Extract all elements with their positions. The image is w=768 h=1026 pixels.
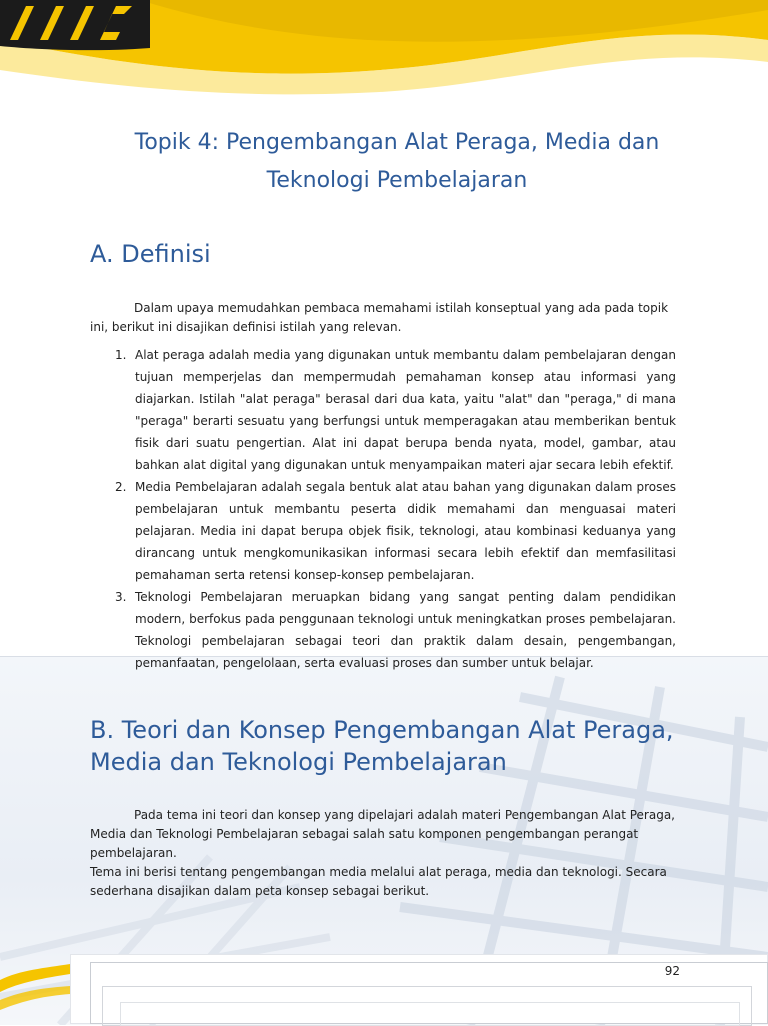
section-b-paragraph: [90, 806, 678, 901]
section-b-line1: Pada tema ini teori dan konsep yang dipelajari adalah materi Pengembangan Alat Peraga, Media dan Teknologi Pembelajaran sebagai salah satu komponen pengembangan perangat pembelajaran.: [90, 808, 675, 860]
header-banner: [0, 0, 768, 110]
footer-frame-inner-3: [120, 1002, 740, 1026]
section-a-intro: [90, 299, 678, 337]
corner-decoration: [0, 960, 70, 1024]
section-b-line2: Tema ini berisi tentang pengembangan media melalui alat peraga, media dan teknologi. Secara sederhana disajikan dalam peta konsep sebagai berikut.: [90, 865, 667, 898]
section-b-heading: B. Teori dan Konsep Pengembangan Alat Peraga, Media dan Teknologi Pembelajaran: [90, 716, 674, 776]
section-a-heading: A. Definisi: [90, 240, 211, 268]
topic-title: Topik 4: Pengembangan Alat Peraga, Media dan Teknologi Pembelajaran: [134, 130, 660, 193]
definition-list: [110, 344, 676, 674]
list-item-text: Media Pembelajaran adalah segala bentuk alat atau bahan yang digunakan dalam proses pembelajaran untuk membantu peserta didik memahami dan menguasai materi pelajaran. Media ini dapat berupa objek fisik, teknologi, atau kombinasi keduanya yang dirancang untuk mengkomunikasikan informasi secara lebih efektif dan memfasilitasi pemahaman serta retensi konsep-konsep pembelajaran.: [135, 480, 676, 582]
list-item-text: Teknologi Pembelajaran meruapkan bidang yang sangat penting dalam pendidikan modern, berfokus pada penggunaan teknologi untuk meningkatkan proses pembelajaran. Teknologi pembelajaran sebagai teori dan praktik dalam desain, pengembangan, pemanfaatan, pengelolaan, serta evaluasi proses dan sumber untuk belajar.: [135, 590, 676, 670]
list-item-text: Alat peraga adalah media yang digunakan untuk membantu dalam pembelajaran dengan tujuan memperjelas dan mempermudah pemahaman konsep atau informasi yang diajarkan. Istilah "alat peraga" berasal dari dua kata, yaitu "alat" dan "peraga," di mana "peraga" berarti sesuatu yang berfungsi untuk memperagakan atau memberikan bentuk fisik dari suatu pengertian. Alat ini dapat berupa benda nyata, model, gambar, atau bahkan alat digital yang digunakan untuk menyampaikan materi ajar secara lebih efektif.: [135, 348, 676, 472]
list-item: [110, 586, 676, 674]
page-number: 92: [664, 964, 680, 978]
list-item-number: 1.: [115, 348, 127, 362]
list-item-number: 3.: [115, 590, 127, 604]
intro-text: Dalam upaya memudahkan pembaca memahami istilah konseptual yang ada pada topik ini, berikut ini disajikan definisi istilah yang relevan.: [90, 301, 669, 334]
list-item: [110, 344, 676, 476]
list-item: [110, 476, 676, 586]
list-item-number: 2.: [115, 480, 127, 494]
